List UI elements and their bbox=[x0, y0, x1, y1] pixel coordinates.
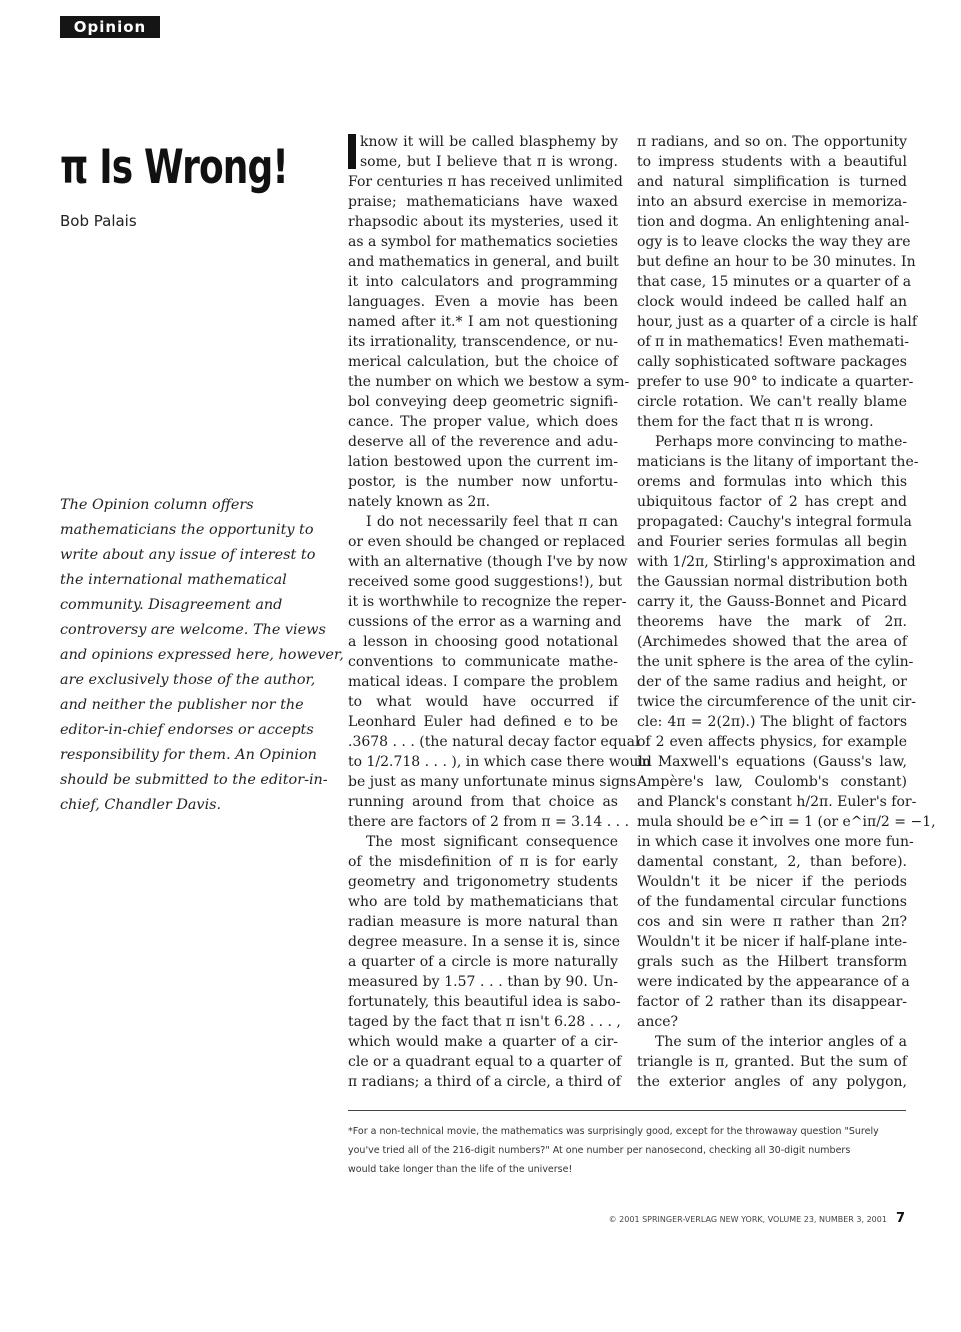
body-line: in Maxwell's equations (Gauss's law, bbox=[637, 754, 907, 770]
body-line: its irrationality, transcendence, or nu- bbox=[348, 334, 618, 350]
sidebar-line: should be submitted to the editor-in- bbox=[60, 772, 328, 788]
body-line: of the misdefinition of π is for early bbox=[348, 854, 618, 870]
copyright-line: © 2001 SPRINGER-VERLAG NEW YORK, VOLUME 23, NUMBER 3, 2001 bbox=[608, 1215, 887, 1224]
body-line: the unit sphere is the area of the cylin- bbox=[637, 654, 914, 670]
body-line: nately known as 2π. bbox=[348, 494, 491, 510]
body-line: rhapsodic about its mysteries, used it bbox=[348, 214, 618, 230]
sidebar-line: community. Disagreement and bbox=[60, 597, 283, 613]
body-line: were indicated by the appearance of a bbox=[637, 974, 910, 990]
body-line: merical calculation, but the choice of bbox=[348, 354, 618, 370]
body-column-2 bbox=[637, 132, 936, 1092]
body-line: and mathematics in general, and built bbox=[348, 254, 619, 270]
body-line: hour, just as a quarter of a circle is half bbox=[637, 314, 918, 330]
page-number: 7 bbox=[895, 1211, 905, 1226]
body-line: cally sophisticated software packages bbox=[637, 354, 907, 370]
body-line: (Archimedes showed that the area of bbox=[637, 634, 907, 650]
sidebar-line: the international mathematical bbox=[60, 572, 287, 588]
body-line: and Planck's constant h/2π. Euler's for- bbox=[637, 794, 917, 810]
sidebar-line: controversy are welcome. The views bbox=[60, 622, 326, 638]
body-line: Wouldn't it be nicer if half-plane inte- bbox=[637, 934, 907, 950]
body-line: taged by the fact that π isn't 6.28 . . . , bbox=[348, 1014, 621, 1030]
body-line: propagated: Cauchy's integral formula bbox=[637, 514, 912, 530]
body-line: of the fundamental circular functions bbox=[637, 894, 907, 910]
body-line: carry it, the Gauss-Bonnet and Picard bbox=[637, 594, 907, 610]
body-line: fortunately, this beautiful idea is sabo- bbox=[348, 994, 621, 1010]
sidebar-line: responsibility for them. An Opinion bbox=[60, 747, 317, 763]
body-line: tion and dogma. An enlightening anal- bbox=[637, 214, 910, 230]
body-line: or even should be changed or replaced bbox=[348, 534, 626, 550]
body-line: damental constant, 2, than before). bbox=[637, 854, 907, 870]
author-name: Bob Palais bbox=[60, 212, 137, 230]
body-line: theorems have the mark of 2π. bbox=[637, 614, 907, 630]
body-line: the exterior angles of any polygon, bbox=[637, 1074, 907, 1090]
sidebar-line: and opinions expressed here, however, bbox=[60, 647, 344, 663]
body-line: ance? bbox=[637, 1014, 678, 1030]
body-line: For centuries π has received unlimited bbox=[348, 174, 623, 190]
body-line: bol conveying deep geometric signifi- bbox=[348, 394, 618, 410]
sidebar-line: editor-in-chief endorses or accepts bbox=[60, 722, 314, 738]
page-footer bbox=[609, 1211, 905, 1226]
body-line: Wouldn't it be nicer if the periods bbox=[637, 874, 907, 890]
body-line: to 1/2.718 . . . ), in which case there would bbox=[348, 754, 652, 770]
body-line: circle rotation. We can't really blame bbox=[637, 394, 907, 410]
body-line: Perhaps more convincing to mathe- bbox=[655, 434, 908, 450]
body-line: I do not necessarily feel that π can bbox=[366, 514, 618, 530]
body-line: cance. The proper value, which does bbox=[348, 414, 618, 430]
body-line: into an absurd exercise in memoriza- bbox=[637, 194, 907, 210]
footnote-divider bbox=[348, 1110, 906, 1111]
body-line: received some good suggestions!), but bbox=[348, 574, 622, 590]
body-line: der of the same radius and height, or bbox=[637, 674, 907, 690]
body-line: clock would indeed be called half an bbox=[637, 294, 907, 310]
body-line: postor, is the number now unfortu- bbox=[348, 474, 618, 490]
body-line: but define an hour to be 30 minutes. In bbox=[637, 254, 916, 270]
body-line: which would make a quarter of a cir- bbox=[348, 1034, 618, 1050]
body-line: π radians; a third of a circle, a third of bbox=[348, 1074, 621, 1090]
body-line: who are told by mathematicians that bbox=[348, 894, 618, 910]
sidebar-line: write about any issue of interest to bbox=[60, 547, 316, 563]
body-line: conventions to communicate mathe- bbox=[348, 654, 618, 670]
body-line: some, but I believe that π is wrong. bbox=[360, 154, 618, 170]
footnote-line: you've tried all of the 216-digit numbers?" At one number per nanosecond, checking all 30-digit numbers bbox=[348, 1145, 851, 1156]
body-line: with 1/2π, Stirling's approximation and bbox=[637, 554, 916, 570]
body-line: The most significant consequence bbox=[366, 834, 618, 850]
footnote-line: would take longer than the life of the universe! bbox=[348, 1164, 573, 1175]
body-line: maticians is the litany of important the- bbox=[637, 454, 919, 470]
body-line: the Gaussian normal distribution both bbox=[637, 574, 908, 590]
body-line: degree measure. In a sense it is, since bbox=[348, 934, 621, 950]
body-line: them for the fact that π is wrong. bbox=[637, 414, 874, 430]
body-line: measured by 1.57 . . . than by 90. Un- bbox=[348, 974, 618, 990]
sidebar-line: and neither the publisher nor the bbox=[60, 697, 304, 713]
body-line: lation bestowed upon the current im- bbox=[348, 454, 618, 470]
body-line: π radians, and so on. The opportunity bbox=[637, 134, 907, 150]
body-line: .3678 . . . (the natural decay factor equal bbox=[348, 734, 640, 750]
body-line: in which case it involves one more fun- bbox=[637, 834, 914, 850]
section-label: Opinion bbox=[60, 16, 160, 38]
body-line: know it will be called blasphemy by bbox=[360, 134, 618, 150]
body-line: of π in mathematics! Even mathemati- bbox=[637, 334, 909, 350]
body-line: the number on which we bestow a sym- bbox=[348, 374, 630, 390]
body-line: named after it.* I am not questioning bbox=[348, 314, 618, 330]
body-line: mula should be e^iπ = 1 (or e^iπ/2 = −1, bbox=[637, 814, 936, 830]
body-line: radian measure is more natural than bbox=[348, 914, 618, 930]
body-line: cle: 4π = 2(2π).) The blight of factors bbox=[637, 714, 907, 730]
body-line: ubiquitous factor of 2 has crept and bbox=[637, 494, 907, 510]
body-line: prefer to use 90° to indicate a quarter- bbox=[637, 374, 914, 390]
body-line: there are factors of 2 from π = 3.14 . . . bbox=[348, 814, 630, 830]
body-line: cos and sin were π rather than 2π? bbox=[637, 914, 907, 930]
body-line: praise; mathematicians have waxed bbox=[348, 194, 618, 210]
body-line: triangle is π, granted. But the sum of bbox=[637, 1054, 907, 1070]
sidebar-line: chief, Chandler Davis. bbox=[60, 797, 222, 813]
body-line: cussions of the error as a warning and bbox=[348, 614, 622, 630]
body-line: a quarter of a circle is more naturally bbox=[348, 954, 618, 970]
body-line: it is worthwhile to recognize the reper- bbox=[348, 594, 627, 610]
sidebar-line: mathematicians the opportunity to bbox=[60, 522, 314, 538]
body-line: twice the circumference of the unit cir- bbox=[637, 694, 916, 710]
body-line: a lesson in choosing good notational bbox=[348, 634, 618, 650]
body-line: of 2 even affects physics, for example bbox=[637, 734, 907, 750]
body-line: grals such as the Hilbert transform bbox=[637, 954, 907, 970]
footnote bbox=[348, 1122, 906, 1179]
body-line: as a symbol for mathematics societies bbox=[348, 234, 618, 250]
body-line: ogy is to leave clocks the way they are bbox=[637, 234, 911, 250]
body-line: to what would have occurred if bbox=[348, 694, 618, 710]
body-column-1 bbox=[348, 132, 652, 1092]
body-line: to impress students with a beautiful bbox=[637, 154, 907, 170]
body-line: The sum of the interior angles of a bbox=[655, 1034, 907, 1050]
body-line: Leonhard Euler had defined e to be bbox=[348, 714, 618, 730]
body-line: geometry and trigonometry students bbox=[348, 874, 618, 890]
body-line: and Fourier series formulas all begin bbox=[637, 534, 907, 550]
sidebar-line: are exclusively those of the author, bbox=[60, 672, 316, 688]
body-line: cle or a quadrant equal to a quarter of bbox=[348, 1054, 622, 1070]
body-line: factor of 2 rather than its disappear- bbox=[637, 994, 907, 1010]
body-line: be just as many unfortunate minus signs bbox=[348, 774, 637, 790]
body-line: matical ideas. I compare the problem bbox=[348, 674, 618, 690]
footnote-line: *For a non-technical movie, the mathematics was surprisingly good, except for the throwaway question "Surely bbox=[348, 1126, 879, 1137]
body-line: that case, 15 minutes or a quarter of a bbox=[637, 274, 912, 290]
body-line: and natural simplification is turned bbox=[637, 174, 907, 190]
body-line: with an alternative (though I've by now bbox=[348, 554, 628, 570]
opinion-sidebar-note bbox=[60, 493, 344, 818]
body-line: running around from that choice as bbox=[348, 794, 618, 810]
article-title: π Is Wrong! bbox=[60, 140, 288, 195]
body-line: Ampère's law, Coulomb's constant) bbox=[637, 774, 907, 790]
sidebar-line: The Opinion column offers bbox=[60, 497, 254, 513]
body-line: orems and formulas into which this bbox=[637, 474, 907, 490]
body-line: it into calculators and programming bbox=[348, 274, 618, 290]
body-line: deserve all of the reverence and adu- bbox=[348, 434, 618, 450]
body-line: languages. Even a movie has been bbox=[348, 294, 618, 310]
